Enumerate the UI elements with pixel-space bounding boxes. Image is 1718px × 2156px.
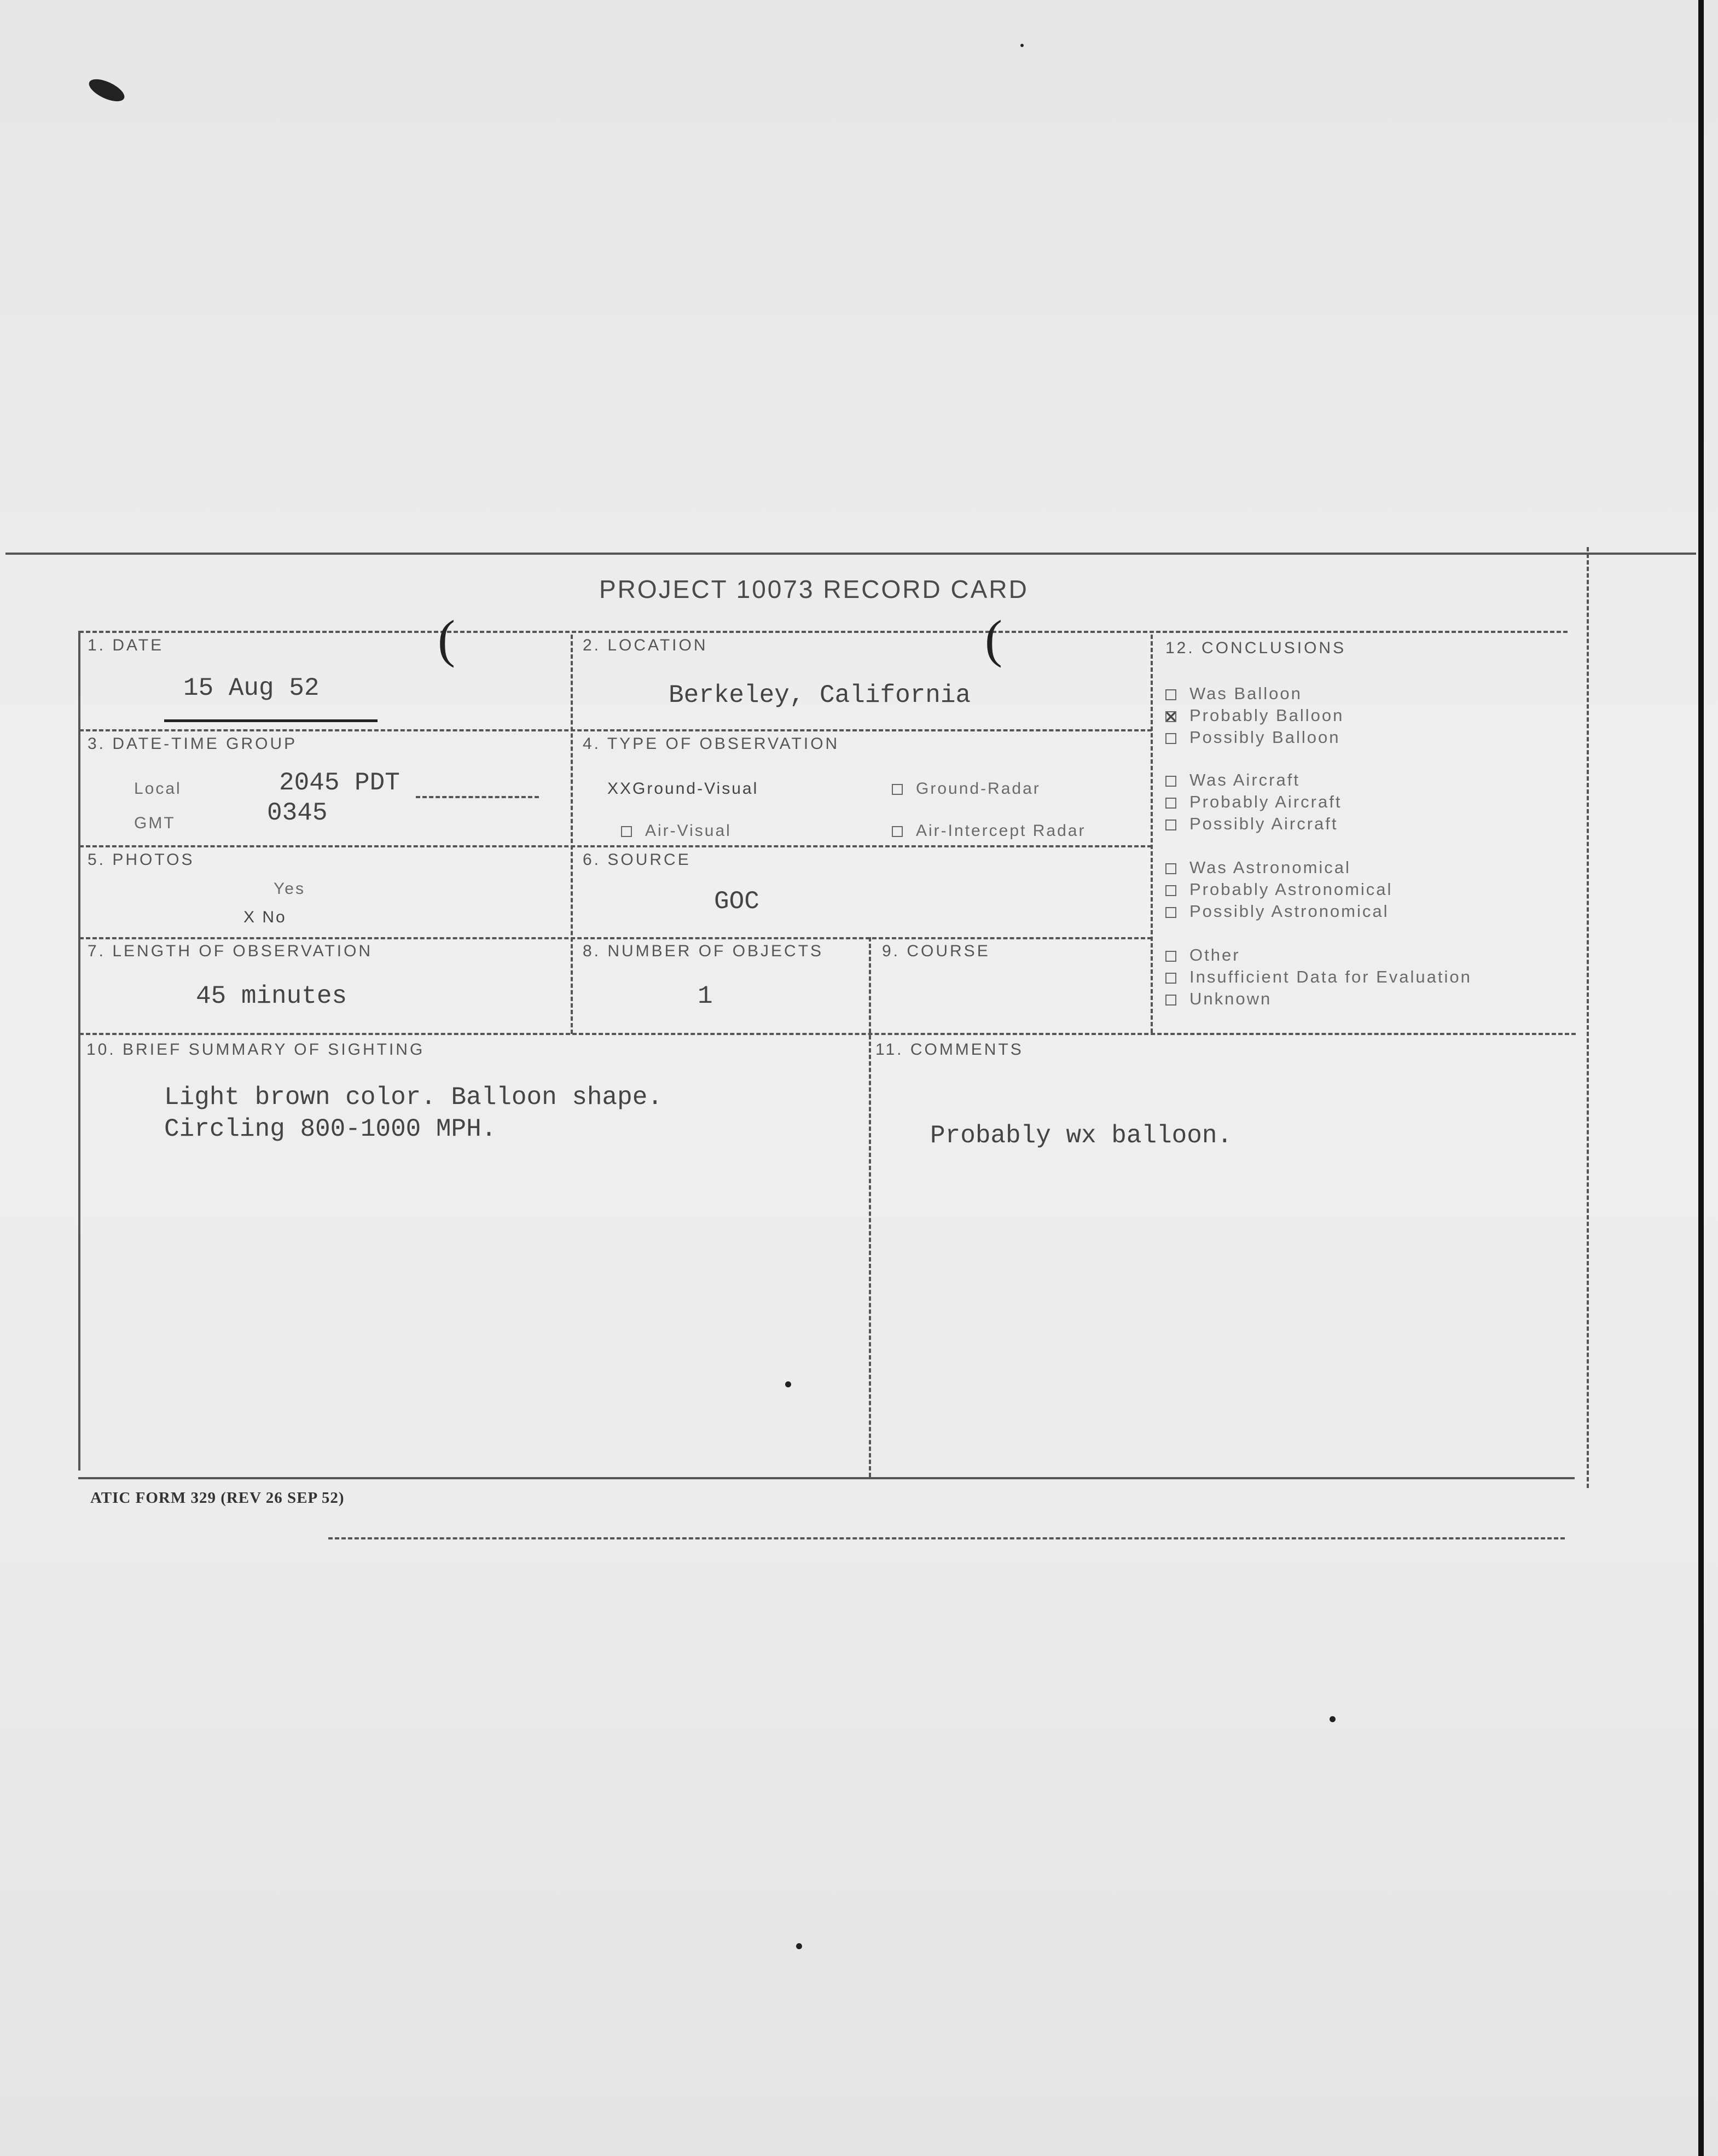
- air-intercept-radar-text: Air-Intercept Radar: [916, 822, 1086, 840]
- grid-divider-conclusions: [1151, 635, 1153, 1033]
- location-label: 2. LOCATION: [583, 636, 708, 654]
- date-value: 15 Aug 52: [183, 674, 320, 702]
- conclusion-checkbox: [1165, 798, 1176, 809]
- local-time-value: 2045 PDT: [279, 769, 400, 797]
- conclusion-checkbox: [1165, 973, 1176, 984]
- conclusion-text: Probably Aircraft: [1189, 792, 1342, 811]
- local-time-underline: [416, 796, 539, 798]
- conclusion-checkbox: [1165, 907, 1176, 918]
- summary-line-1: Light brown color. Balloon shape.: [164, 1083, 663, 1112]
- ground-radar-option: [892, 780, 1041, 798]
- card-bottom-rule: [78, 1477, 1575, 1479]
- conclusion-possibly-astronomical: [1165, 902, 1389, 921]
- scan-speck: [1020, 44, 1024, 47]
- length-of-observation-label: 7. LENGTH OF OBSERVATION: [88, 942, 373, 960]
- air-intercept-radar-option: [892, 822, 1086, 840]
- date-time-group-label: 3. DATE-TIME GROUP: [88, 735, 298, 753]
- card-title: PROJECT 10073 RECORD CARD: [599, 575, 1029, 603]
- bracket-mark: (: [438, 609, 455, 668]
- location-value: Berkeley, California: [669, 681, 971, 710]
- conclusion-text: Probably Balloon: [1189, 706, 1344, 725]
- grid-divider-mid: [869, 937, 871, 1477]
- number-of-objects-value: 1: [698, 982, 713, 1010]
- gmt-time-label: GMT: [134, 814, 176, 832]
- conclusion-was-balloon: [1165, 684, 1302, 704]
- grid-row-rule-1: [79, 729, 1152, 731]
- gmt-time-value: 0345: [267, 799, 328, 827]
- conclusion-checkbox: [1165, 776, 1176, 787]
- conclusion-text: Other: [1189, 945, 1240, 964]
- grid-row-rule-2: [79, 845, 1152, 847]
- card-left-border: [78, 631, 80, 1471]
- type-of-observation-label: 4. TYPE OF OBSERVATION: [583, 735, 840, 753]
- card-top-rule: [5, 553, 1696, 555]
- source-value: GOC: [714, 887, 759, 916]
- conclusion-other: [1165, 945, 1240, 965]
- air-visual-checkbox: [621, 826, 632, 837]
- card-header-rule: [79, 631, 1568, 633]
- conclusions-label: 12. CONCLUSIONS: [1165, 639, 1346, 657]
- conclusion-text: Was Balloon: [1189, 684, 1302, 703]
- comments-label: 11. COMMENTS: [875, 1041, 1024, 1059]
- conclusion-checkbox: [1165, 820, 1176, 830]
- conclusion-checkbox: [1165, 885, 1176, 896]
- conclusion-text: Was Astronomical: [1189, 858, 1351, 877]
- scan-speck: [785, 1381, 791, 1387]
- conclusion-probably-aircraft: [1165, 792, 1342, 812]
- date-label: 1. DATE: [88, 636, 164, 654]
- conclusion-was-aircraft: [1165, 770, 1300, 790]
- air-visual-text: Air-Visual: [645, 822, 732, 840]
- conclusion-checkbox: [1165, 863, 1176, 874]
- summary-label: 10. BRIEF SUMMARY OF SIGHTING: [86, 1041, 425, 1059]
- photos-no-option: X No: [243, 908, 287, 926]
- card-lower-rule: [328, 1537, 1565, 1539]
- scan-edge-border: [1698, 0, 1704, 2156]
- air-visual-option: [621, 822, 732, 840]
- conclusion-unknown: [1165, 989, 1272, 1009]
- course-label: 9. COURSE: [882, 942, 990, 960]
- conclusion-checkbox-checked: [1165, 711, 1176, 722]
- conclusion-possibly-balloon: [1165, 728, 1340, 747]
- scan-speck: [1330, 1716, 1336, 1722]
- conclusion-text: Possibly Astronomical: [1189, 902, 1389, 921]
- date-underline: [164, 719, 378, 722]
- form-number-footer: ATIC FORM 329 (REV 26 SEP 52): [90, 1489, 345, 1507]
- conclusion-was-astronomical: [1165, 858, 1351, 877]
- conclusion-checkbox: [1165, 689, 1176, 700]
- conclusion-possibly-aircraft: [1165, 814, 1338, 834]
- conclusion-text: Possibly Aircraft: [1189, 814, 1338, 833]
- conclusion-text: Possibly Balloon: [1189, 728, 1340, 747]
- ground-radar-text: Ground-Radar: [916, 780, 1041, 798]
- photos-label: 5. PHOTOS: [88, 851, 195, 869]
- grid-row-rule-4: [79, 1033, 1576, 1035]
- conclusion-text: Insufficient Data for Evaluation: [1189, 967, 1472, 986]
- photos-yes-option: Yes: [274, 880, 305, 898]
- air-intercept-radar-checkbox: [892, 826, 903, 837]
- grid-row-rule-3: [79, 937, 1152, 939]
- conclusion-checkbox: [1165, 995, 1176, 1006]
- conclusion-text: Unknown: [1189, 989, 1272, 1008]
- bracket-mark: (: [985, 609, 1002, 668]
- local-time-label: Local: [134, 780, 182, 798]
- grid-divider-left: [571, 635, 573, 1034]
- conclusion-text: Probably Astronomical: [1189, 880, 1393, 899]
- ground-radar-checkbox: [892, 784, 903, 795]
- conclusion-text: Was Aircraft: [1189, 770, 1300, 789]
- card-right-border: [1587, 547, 1589, 1488]
- conclusion-probably-balloon: [1165, 706, 1344, 725]
- summary-line-2: Circling 800-1000 MPH.: [164, 1115, 497, 1143]
- ground-visual-option: XXGround-Visual: [607, 780, 759, 798]
- source-label: 6. SOURCE: [583, 851, 691, 869]
- comments-value: Probably wx balloon.: [930, 1121, 1233, 1150]
- length-of-observation-value: 45 minutes: [196, 982, 347, 1010]
- scan-speck: [796, 1943, 802, 1949]
- conclusion-insufficient-data: [1165, 967, 1472, 987]
- number-of-objects-label: 8. NUMBER OF OBJECTS: [583, 942, 824, 960]
- conclusion-checkbox: [1165, 733, 1176, 744]
- conclusion-probably-astronomical: [1165, 880, 1392, 899]
- conclusion-checkbox: [1165, 951, 1176, 962]
